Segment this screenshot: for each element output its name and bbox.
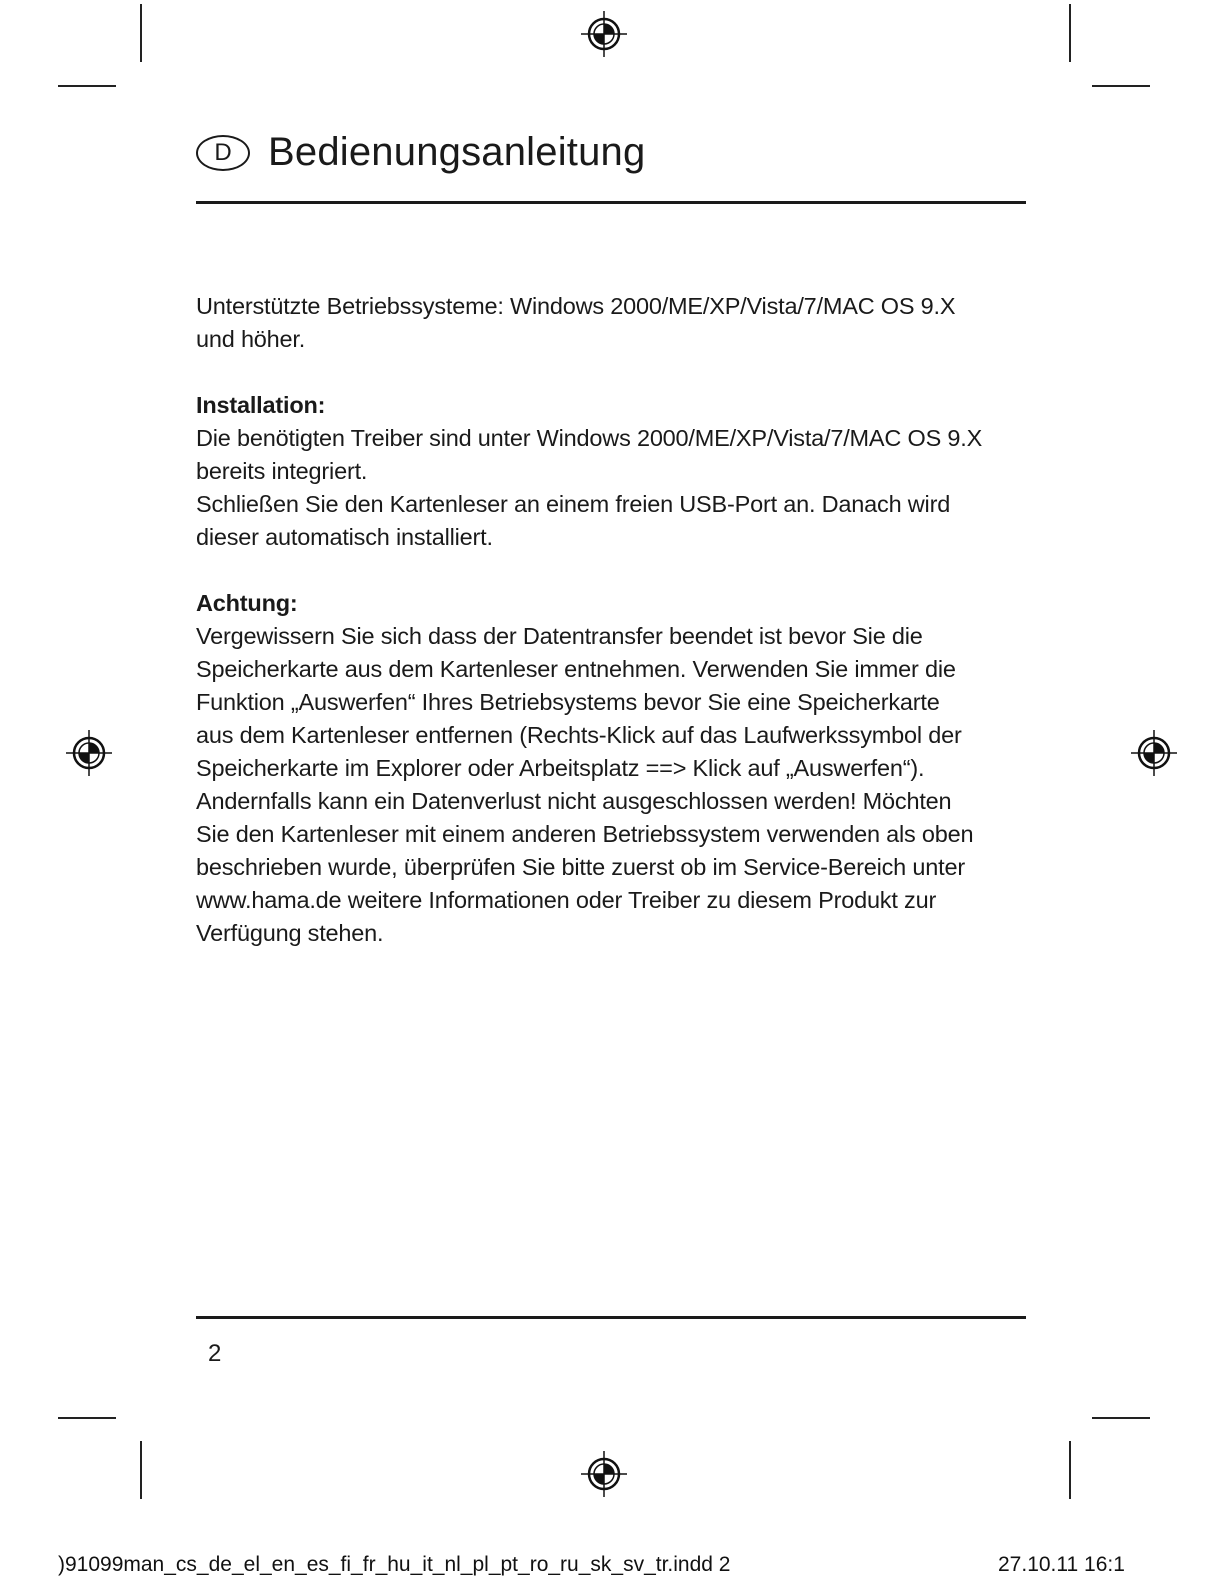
attention-line: Speicherkarte aus dem Kartenleser entnehmen. Verwenden Sie immer die bbox=[196, 656, 956, 682]
crop-mark-bottom-right-vertical bbox=[1069, 1441, 1071, 1499]
intro-line-2: und höher. bbox=[196, 326, 306, 352]
manual-body bbox=[196, 290, 1036, 950]
installation-line: Die benötigten Treiber sind unter Windows 2000/ME/XP/Vista/7/MAC OS 9.X bbox=[196, 425, 983, 451]
registration-mark-left-icon bbox=[66, 730, 112, 776]
intro-line-1: Unterstützte Betriebssysteme: Windows 2000/ME/XP/Vista/7/MAC OS 9.X bbox=[196, 293, 956, 319]
page-title: Bedienungsanleitung bbox=[268, 130, 646, 174]
attention-line: Verfügung stehen. bbox=[196, 920, 384, 946]
crop-mark-top-right-vertical bbox=[1069, 4, 1071, 62]
attention-line: Speicherkarte im Explorer oder Arbeitsplatz ==> Klick auf „Auswerfen“). bbox=[196, 755, 925, 781]
installation-line: bereits integriert. bbox=[196, 458, 368, 484]
crop-mark-top-left-vertical bbox=[140, 4, 142, 62]
attention-line: Sie den Kartenleser mit einem anderen Betriebssystem verwenden als oben bbox=[196, 821, 974, 847]
page-number: 2 bbox=[208, 1340, 222, 1367]
registration-mark-bottom-icon bbox=[581, 1451, 627, 1497]
installation-line: Schließen Sie den Kartenleser an einem freien USB-Port an. Danach wird bbox=[196, 491, 951, 517]
installation-line: dieser automatisch installiert. bbox=[196, 524, 493, 550]
file-date-time: 27.10.11 16:1 bbox=[998, 1553, 1125, 1576]
installation-heading: Installation: bbox=[196, 392, 326, 418]
crop-mark-bottom-left-horizontal bbox=[58, 1417, 116, 1419]
footer-divider bbox=[196, 1316, 1026, 1319]
attention-heading: Achtung: bbox=[196, 590, 298, 616]
attention-line: beschrieben wurde, überprüfen Sie bitte zuerst ob im Service-Bereich unter bbox=[196, 854, 965, 880]
page-header bbox=[196, 130, 645, 175]
registration-mark-right-icon bbox=[1131, 730, 1177, 776]
registration-mark-top-icon bbox=[581, 11, 627, 57]
crop-mark-bottom-right-horizontal bbox=[1092, 1417, 1150, 1419]
language-badge: D bbox=[196, 135, 250, 171]
crop-mark-top-right-horizontal bbox=[1092, 85, 1150, 87]
file-slug: )91099man_cs_de_el_en_es_fi_fr_hu_it_nl_pl_pt_ro_ru_sk_sv_tr.indd 2 bbox=[58, 1553, 731, 1576]
attention-line: Funktion „Auswerfen“ Ihres Betriebsystems bevor Sie eine Speicherkarte bbox=[196, 689, 940, 715]
crop-mark-top-left-horizontal bbox=[58, 85, 116, 87]
header-divider bbox=[196, 201, 1026, 204]
attention-line: Andernfalls kann ein Datenverlust nicht ausgeschlossen werden! Möchten bbox=[196, 788, 952, 814]
attention-line: www.hama.de weitere Informationen oder Treiber zu diesem Produkt zur bbox=[196, 887, 937, 913]
crop-mark-bottom-left-vertical bbox=[140, 1441, 142, 1499]
attention-line: Vergewissern Sie sich dass der Datentransfer beendet ist bevor Sie die bbox=[196, 623, 923, 649]
attention-line: aus dem Kartenleser entfernen (Rechts-Klick auf das Laufwerkssymbol der bbox=[196, 722, 962, 748]
